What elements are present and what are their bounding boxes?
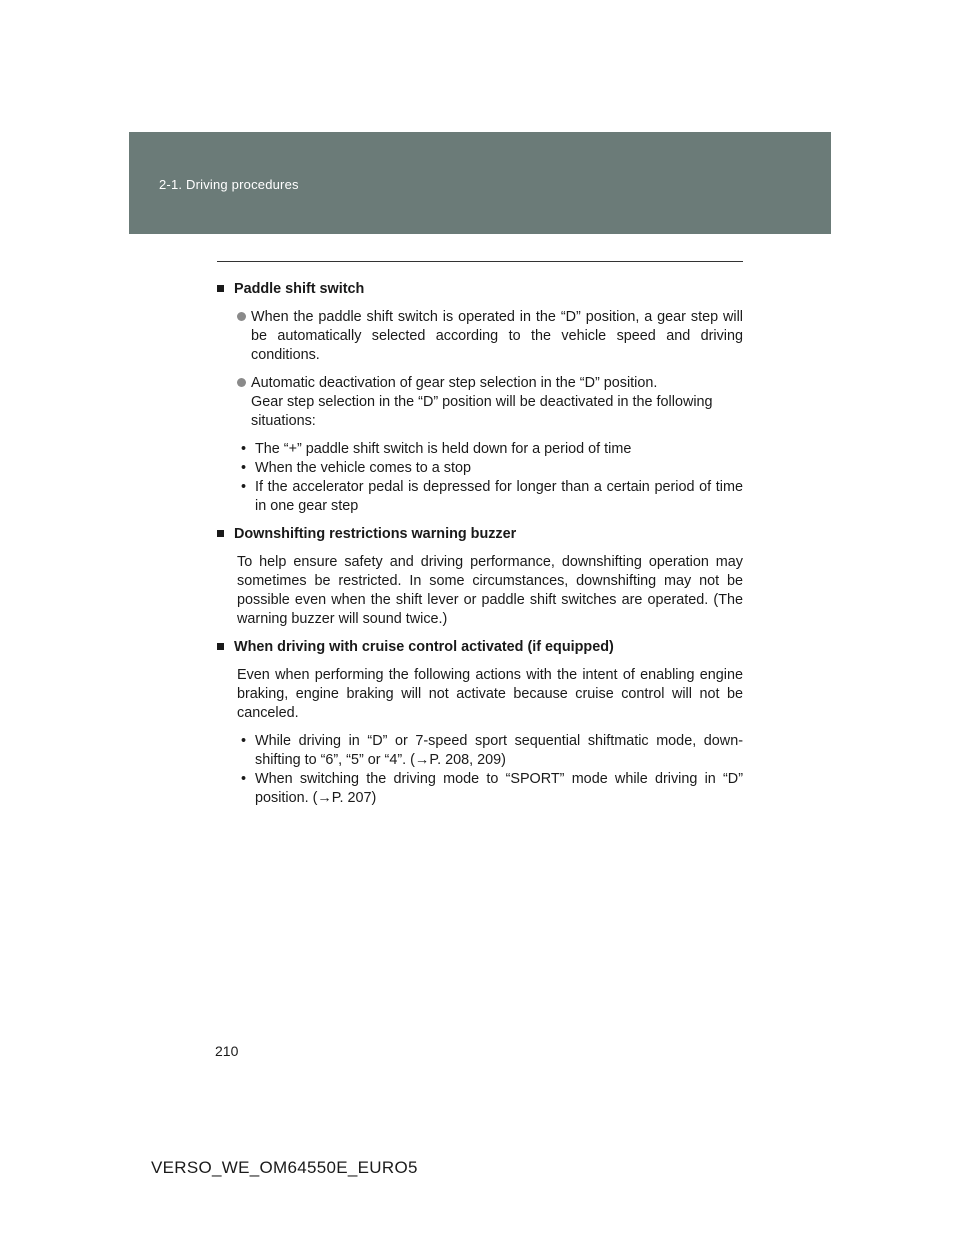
circle-bullet-icon — [237, 374, 251, 431]
heading-cruise-control: When driving with cruise control activated (if equipped) — [217, 638, 743, 657]
page-number: 210 — [215, 1043, 239, 1059]
square-bullet-icon — [217, 280, 227, 299]
section-title: 2-1. Driving procedures — [159, 177, 299, 192]
heading-paddle-shift: Paddle shift switch — [217, 280, 743, 299]
circle-bullet-icon — [237, 308, 251, 365]
deactivation-situations-list — [241, 440, 743, 516]
square-bullet-icon — [217, 638, 227, 657]
page-content — [217, 280, 743, 817]
list-item: • If the accelerator pedal is depressed for longer than a certain period of time in one gear step — [241, 479, 743, 514]
list-item: • When switching the driving mode to “SPORT” mode while driving in “D” position. (→P. 207) — [241, 771, 743, 806]
list-item: • When the vehicle comes to a stop — [241, 460, 471, 476]
bullet-line-1: Automatic deactivation of gear step selection in the “D” position. — [251, 375, 658, 391]
header-band — [129, 132, 831, 234]
list-item: • While driving in “D” or 7-speed sport sequential shiftmatic mode, down-shifting to “6”, “5” or “4”. (→P. 208, 209) — [241, 733, 743, 768]
square-bullet-icon — [217, 525, 227, 544]
list-item: • The “+” paddle shift switch is held down for a period of time — [241, 441, 632, 457]
cruise-paragraph: Even when performing the following actions with the intent of enabling engine braking, engine braking will not activate because cruise control will not be canceled. — [237, 667, 743, 721]
bullet-auto-deactivation — [237, 374, 743, 431]
divider-rule — [217, 261, 743, 262]
document-code: VERSO_WE_OM64550E_EURO5 — [151, 1158, 418, 1177]
downshift-paragraph: To help ensure safety and driving performance, downshifting operation may sometimes be restricted. In some circumstances, downshifting may not be possible even when the shift lever or paddle shift switches are operated. (The warning buzzer will sound twice.) — [237, 554, 743, 627]
bullet-line-2: Gear step selection in the “D” position will be deactivated in the following situations: — [251, 394, 713, 429]
bullet-paddle-auto-select: When the paddle shift switch is operated in the “D” position, a gear step will be automatically selected according to the vehicle speed and driving conditions. — [237, 308, 743, 365]
heading-downshift-buzzer: Downshifting restrictions warning buzzer — [217, 525, 743, 544]
cruise-actions-list — [241, 732, 743, 808]
